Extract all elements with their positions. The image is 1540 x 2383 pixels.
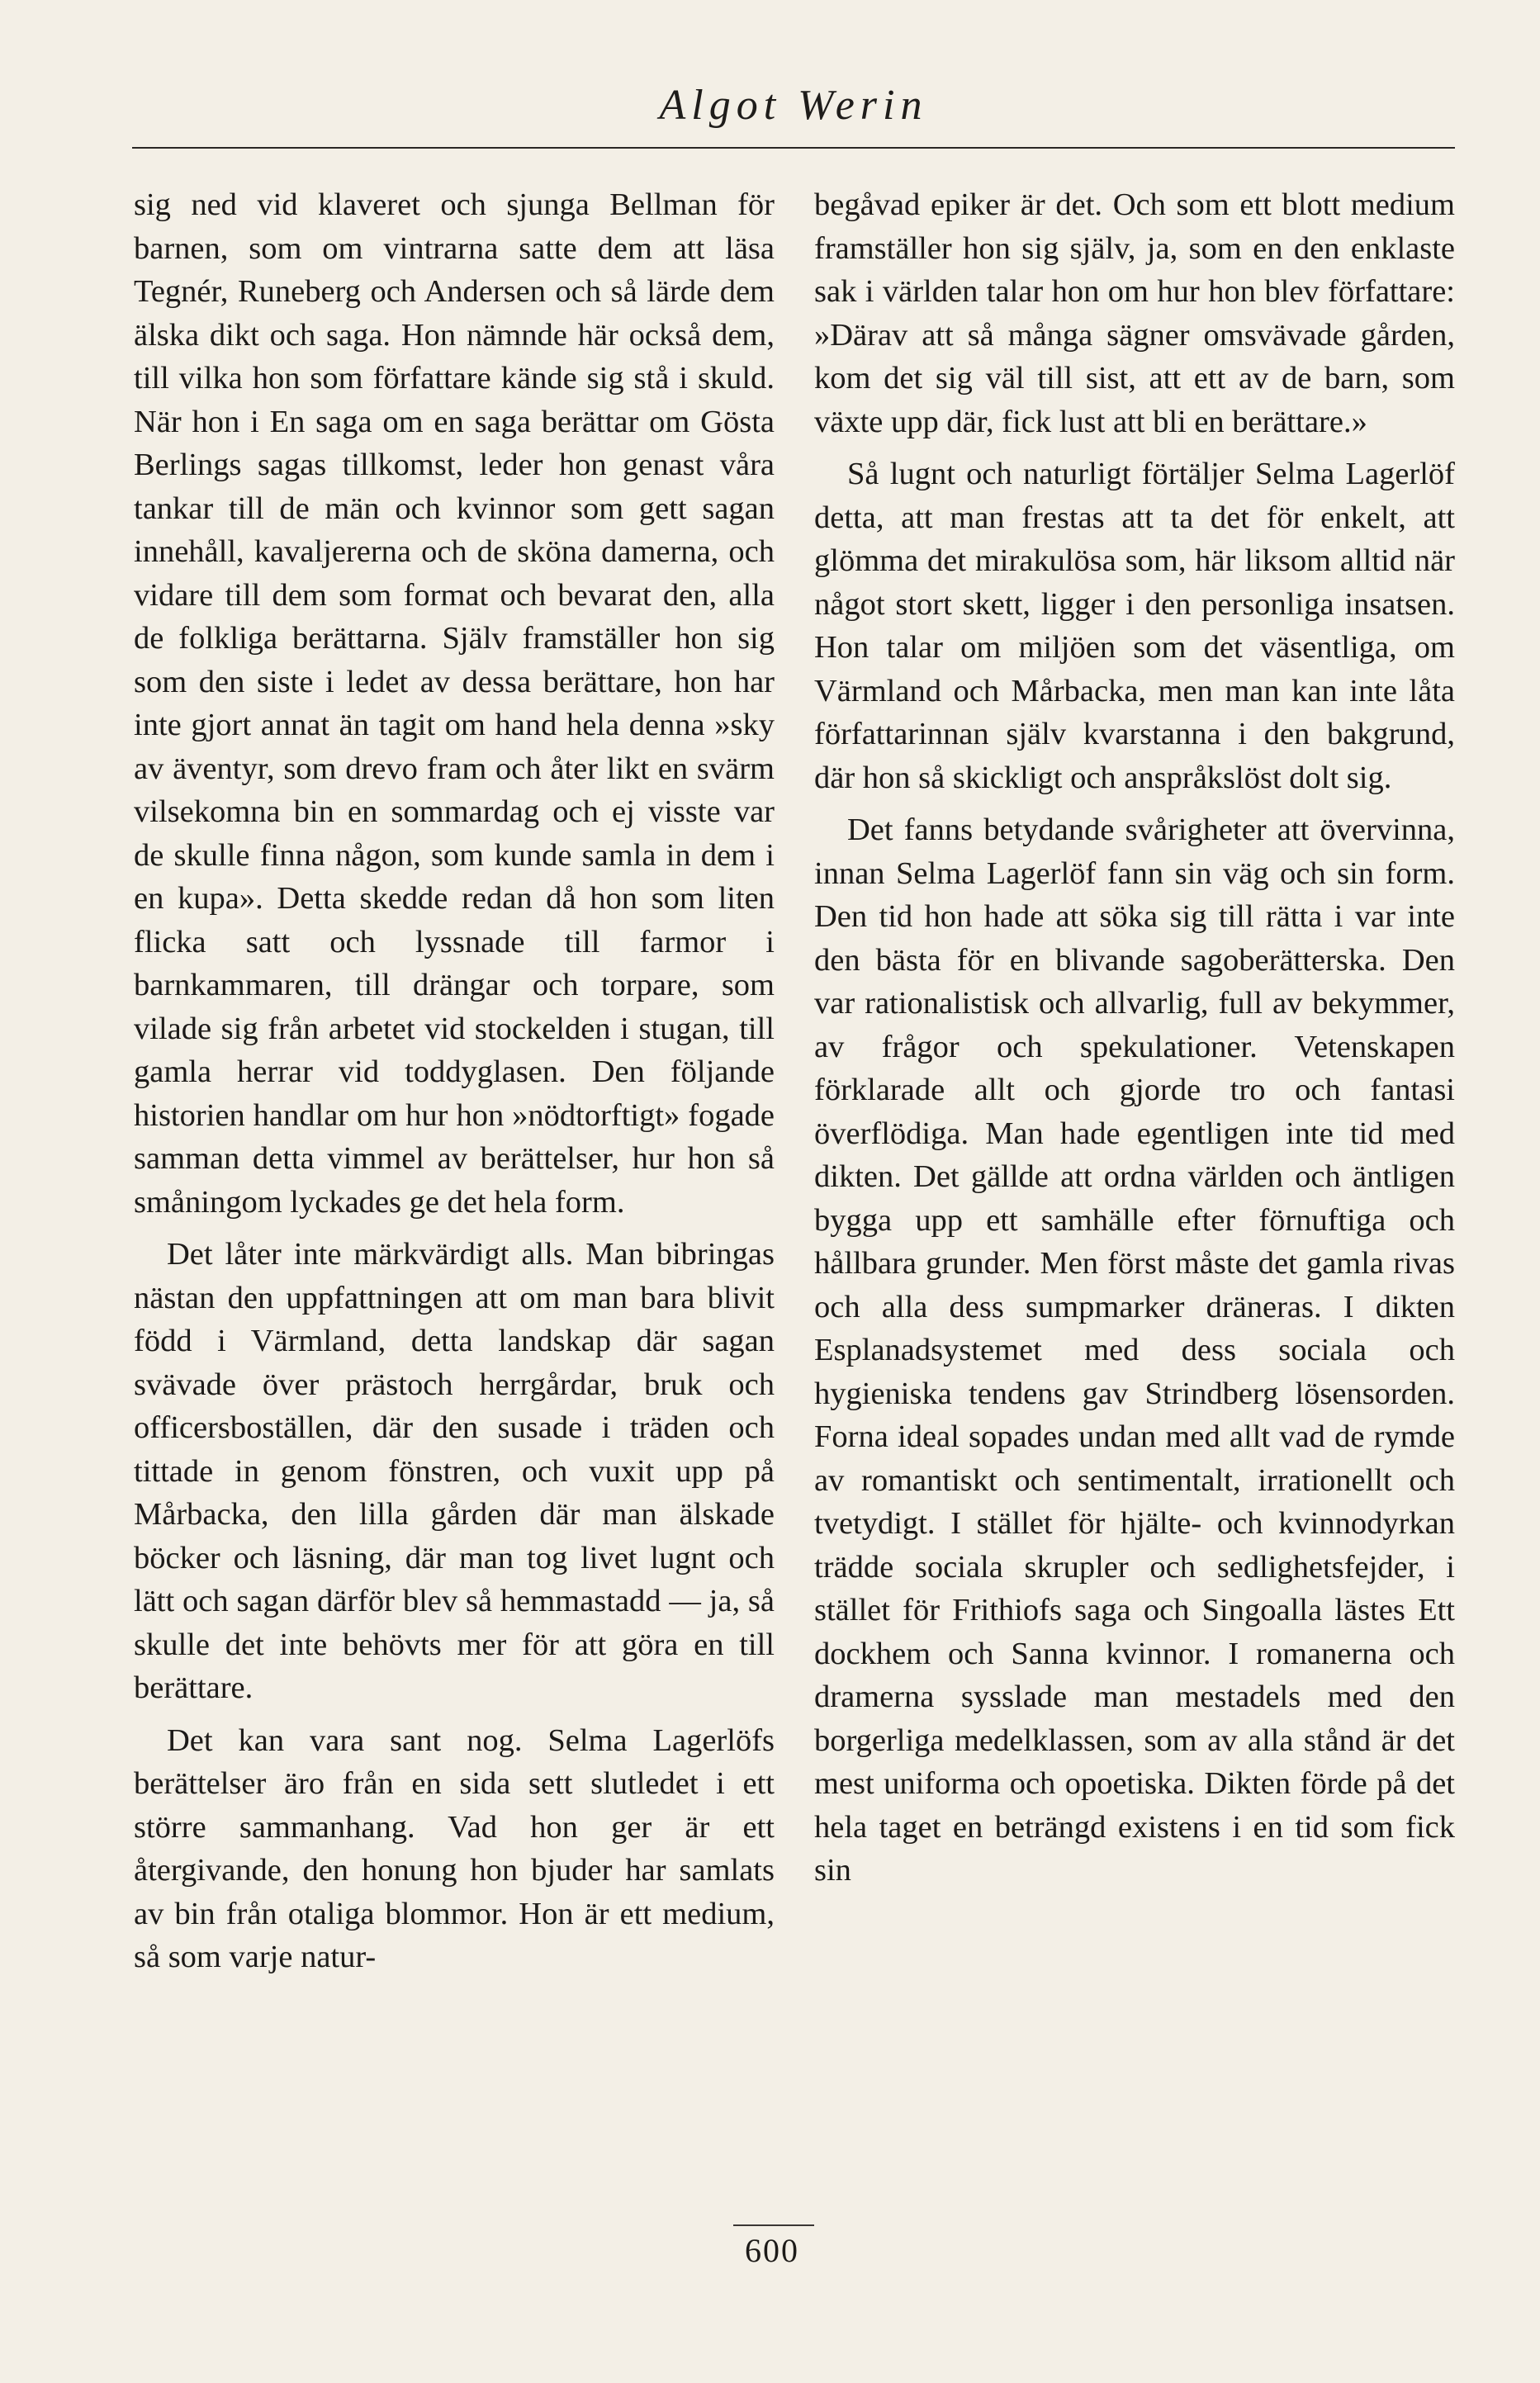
running-head-title: Algot Werin	[659, 82, 928, 129]
page-footer	[0, 2224, 1540, 2291]
left-text-column	[134, 183, 775, 1979]
left-paragraph-1: sig ned vid klaveret och sjunga Bellman för barnen, som om vintrarna satte dem att läsa Tegnér, Runeberg och Andersen och så lärde dem älska dikt och saga. Hon nämnde här också dem, till vilka hon som författare kände sig stå i skuld. När hon i En saga om en saga berättar om Gösta Berlings sagas tillkomst, leder hon genast våra tankar till de män och kvinnor som gett sagan innehåll, kavaljererna och de sköna damerna, och vidare till dem som format och bevarat den, alla de folkliga berättarna. Själv framställer hon sig som den siste i ledet av dessa berättare, hon har inte gjort annat än tagit om hand hela denna »sky av äventyr, som drevo fram och åter likt en svärm vilsekomna bin en sommardag och ej visste var de skulle finna någon, som kunde samla in dem i en kupa». Detta skedde redan då hon som liten flicka satt och lyssnade till farmor i barnkammaren, till drängar och torpare, som vilade sig från arbetet vid stockelden i stugan, till gamla herrar vid toddyglasen. Den följande historien handlar om hur hon »nödtorftigt» fogade samman detta vimmel av berättelser, hur hon så småningom lyckades ge det hela form.	[134, 187, 775, 1220]
left-paragraph-2: Det låter inte märkvärdigt alls. Man bibringas nästan den uppfattningen att om man bara blivit född i Värmland, detta landskap där sagan svävade över prästoch herrgårdar, bruk och officersboställen, där den susade i träden och tittade in genom fönstren, och vuxit upp på Mårbacka, den lilla gården där man älskade böcker och läsning, där man tog livet lugnt och lätt och sagan därför blev så hemmastadd — ja, så skulle det inte behövts mer för att göra en till berättare.	[134, 1237, 775, 1705]
footer-rule	[733, 2224, 814, 2226]
running-head	[132, 81, 1455, 147]
right-text-column	[814, 183, 1455, 1893]
right-paragraph-3: Det fanns betydande svårigheter att övervinna, innan Selma Lagerlöf fann sin väg och sin form. Den tid hon hade att söka sig till rätta i var inte den bästa för en blivande sagoberätterska. Den var rationalistisk och allvarlig, full av bekymmer, av frågor och spekulationer. Vetenskapen förklarade allt och gjorde tro och fantasi överflödiga. Man hade egentligen inte tid med dikten. Det gällde att ordna världen och äntligen bygga upp ett samhälle efter förnuftiga och hållbara grunder. Men först måste det gamla rivas och alla dess sumpmarker dräneras. I dikten Esplanadsystemet med dess sociala och hygieniska tendens gav Strindberg lösensorden. Forna ideal sopades undan med allt vad de rymde av romantiskt och sentimentalt, irrationellt och tvetydigt. I stället för hjälte- och kvinnodyrkan trädde sociala skrupler och sedlighetsfejder, i stället för Frithiofs saga och Singoalla lästes Ett dockhem och Sanna kvinnor. I romanerna och dramerna sysslade man mestadels med den borgerliga medelklassen, som av alla stånd är det mest uniforma och opoetiska. Dikten förde på det hela taget en beträngd existens i en tid som fick sin	[814, 812, 1455, 1888]
right-paragraph-1: begåvad epiker är det. Och som ett blott medium framställer hon sig själv, ja, som en den enklaste sak i världen talar hon om hur hon blev författare: »Därav att så många sägner omsvävade gården, kom det sig väl till sist, att ett av de barn, som växte upp där, fick lust att bli en berättare.»	[814, 187, 1455, 439]
page-number: 600	[745, 2232, 799, 2269]
right-paragraph-2: Så lugnt och naturligt förtäljer Selma Lagerlöf detta, att man frestas att ta det för enkelt, att glömma det mirakulösa som, här liksom alltid när något stort skett, ligger i den personliga insatsen. Hon talar om miljöen som det väsentliga, om Värmland och Mårbacka, men man kan inte låta författarinnan själv kvarstanna i den bakgrund, där hon så skickligt och anspråkslöst dolt sig.	[814, 457, 1455, 795]
header-rule	[132, 147, 1455, 149]
left-paragraph-3: Det kan vara sant nog. Selma Lagerlöfs berättelser äro från en sida sett slutledet i ett större sammanhang. Vad hon ger är ett återgivande, den honung hon bjuder har samlats av bin från otaliga blommor. Hon är ett medium, så som varje natur-	[134, 1722, 775, 1974]
